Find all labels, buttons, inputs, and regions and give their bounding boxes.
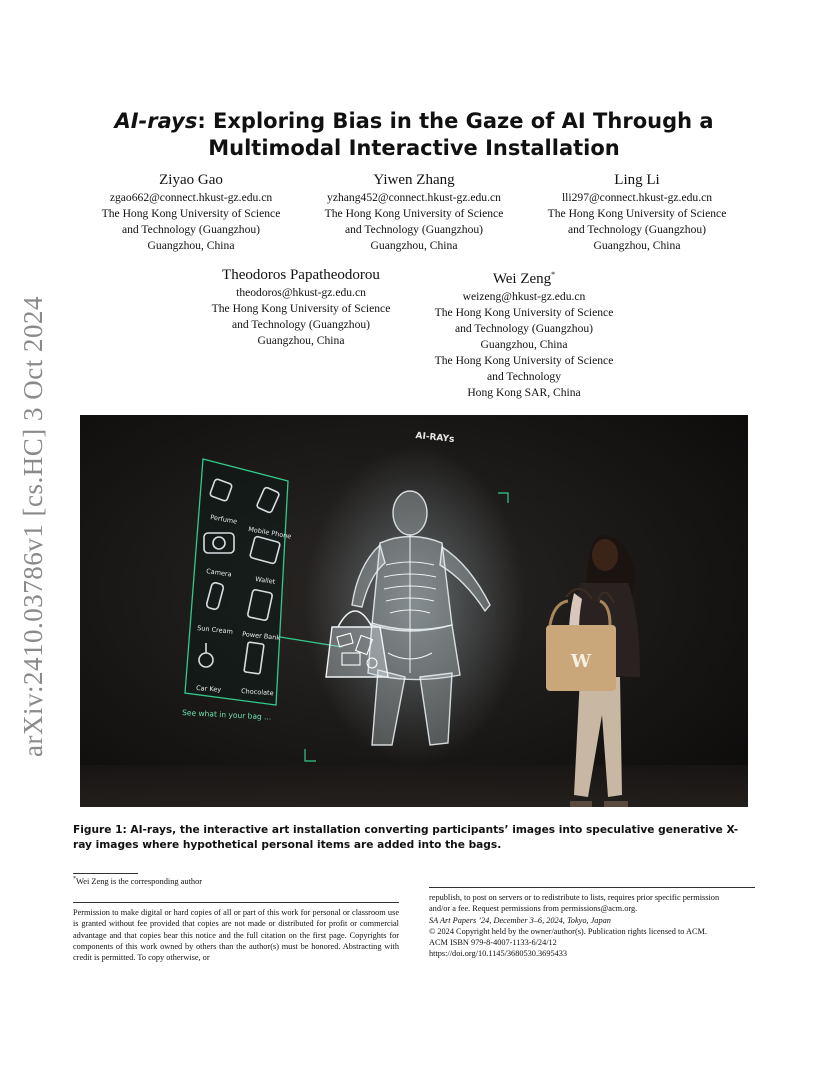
title-rest: : Exploring Bias in the Gaze of AI Through a Multimodal Interactive Installation xyxy=(197,109,714,160)
author-affiliation: The Hong Kong University of Science xyxy=(434,354,614,367)
item-label: Car Key xyxy=(195,684,222,694)
author-location: Hong Kong SAR, China xyxy=(467,386,581,399)
item-label: Power Bank xyxy=(241,630,281,642)
author-email: theodoros@hkust-gz.edu.cn xyxy=(236,286,366,299)
author-affiliation: and Technology (Guangzhou) xyxy=(121,223,261,236)
author-name: Wei Zeng* xyxy=(492,270,556,287)
author-affiliation: The Hong Kong University of Science xyxy=(324,207,504,220)
xray-bag xyxy=(326,627,388,677)
arxiv-identifier: arXiv:2410.03786v1 [cs.HC] 3 Oct 2024 xyxy=(17,295,48,757)
screen-title: AI-RAYs xyxy=(414,430,455,446)
permission-statement: Permission to make digital or hard copies of all or part of this work for personal or classroom use is granted without fee provided that copies are not made or distributed for profit or commercial advantage and that copies bear this notice and the full citation on the first page. Copyrights for components of this work owned by others than the author(s) must be honored. Abstracting with credit is permitted. To copy otherwise, or xyxy=(73,908,399,963)
prompt-text: See what in your bag ... xyxy=(181,708,272,722)
author-location: Guangzhou, China xyxy=(147,239,235,252)
author-affiliation: The Hong Kong University of Science xyxy=(211,302,391,315)
bag-letter: W xyxy=(570,651,592,672)
footnote: *Wei Zeng is the corresponding author xyxy=(73,876,203,886)
author-affiliation: and Technology (Guangzhou) xyxy=(344,223,484,236)
author-block xyxy=(526,170,748,254)
author-email: lli297@connect.hkust-gz.edu.cn xyxy=(561,191,713,204)
permission-rule xyxy=(429,887,755,888)
author-email: yzhang452@connect.hkust-gz.edu.cn xyxy=(327,191,501,204)
author-location: Guangzhou, China xyxy=(257,334,345,347)
title-italic: AI-rays xyxy=(114,109,198,133)
author-block xyxy=(413,265,635,401)
author-location: Guangzhou, China xyxy=(370,239,458,252)
author-affiliation: and Technology (Guangzhou) xyxy=(567,223,707,236)
item-label: Mobile Phone xyxy=(247,525,292,541)
footnote-rule xyxy=(73,873,138,874)
author-email: weizeng@hkust-gz.edu.cn xyxy=(462,290,586,303)
author-affiliation: and Technology xyxy=(487,370,561,383)
author-affiliation: The Hong Kong University of Science xyxy=(434,306,614,319)
author-location: Guangzhou, China xyxy=(480,338,568,351)
author-name: Theodoros Papatheodorou xyxy=(222,267,380,283)
author-block xyxy=(80,170,302,254)
item-label: Camera xyxy=(205,567,233,579)
permission-continued: and/or a fee. Request permissions from permissions@acm.org. xyxy=(429,904,638,914)
author-block xyxy=(303,170,525,254)
item-label: Chocolate xyxy=(240,687,274,698)
xray-skeleton-figure xyxy=(305,445,525,765)
arxiv-sidebar xyxy=(2,296,64,756)
item-label: Sun Cream xyxy=(196,624,234,636)
permission-rule xyxy=(73,902,399,903)
permission-continued: republish, to post on servers or to redistribute to lists, requires prior specific permission xyxy=(429,893,720,902)
copyright: © 2024 Copyright held by the owner/author(s). Publication rights licensed to ACM. xyxy=(429,926,707,936)
author-block xyxy=(190,265,412,349)
figure-installation-photo xyxy=(80,415,748,807)
figure-caption: Figure 1: AI-rays, the interactive art installation converting participants’ images into speculative generative X-ray images where hypothetical personal items are added into the bags. xyxy=(73,824,739,851)
paper-title xyxy=(60,108,768,162)
author-location: Guangzhou, China xyxy=(593,239,681,252)
doi-link[interactable]: https://doi.org/10.1145/3680530.3695433 xyxy=(429,949,568,959)
installation-illustration xyxy=(80,415,748,807)
author-name: Yiwen Zhang xyxy=(373,172,455,188)
item-label: Wallet xyxy=(254,575,276,586)
author-affiliation: and Technology (Guangzhou) xyxy=(231,318,371,331)
author-email: zgao662@connect.hkust-gz.edu.cn xyxy=(109,191,273,204)
author-name: Ling Li xyxy=(614,172,660,188)
item-label: Perfume xyxy=(209,513,238,526)
isbn: ACM ISBN 979-8-4007-1133-6/24/12 xyxy=(429,938,557,948)
author-name: Ziyao Gao xyxy=(159,172,223,188)
author-affiliation: The Hong Kong University of Science xyxy=(547,207,727,220)
author-affiliation: and Technology (Guangzhou) xyxy=(454,322,594,335)
venue: SA Art Papers ’24, December 3–6, 2024, Tokyo, Japan xyxy=(429,915,611,925)
publication-info xyxy=(429,892,755,960)
corresponding-mark: * xyxy=(551,270,556,279)
author-affiliation: The Hong Kong University of Science xyxy=(101,207,281,220)
